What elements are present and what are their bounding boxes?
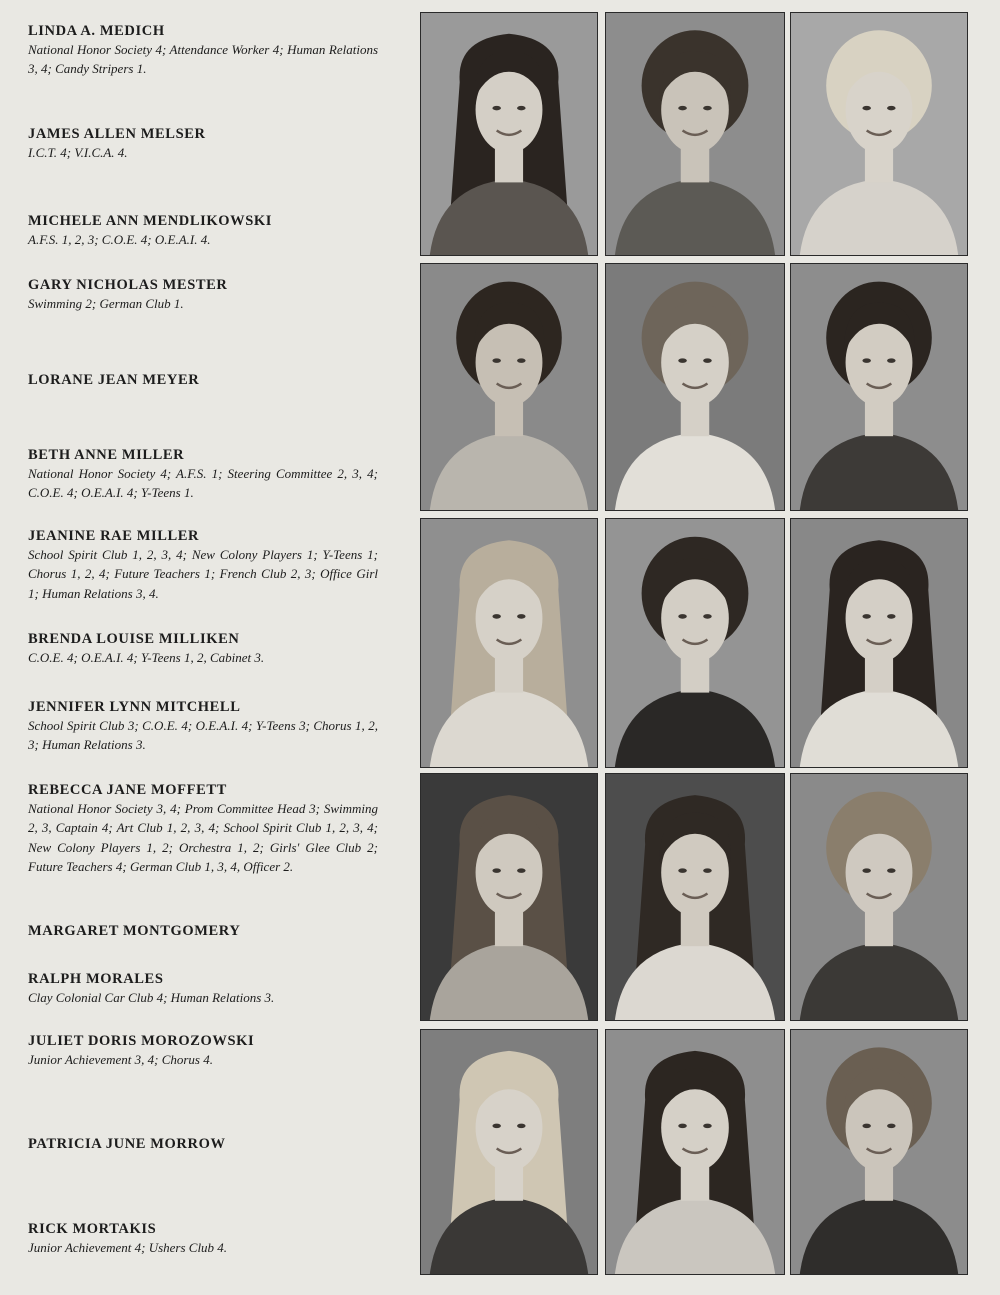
student-name: GARY NICHOLAS MESTER bbox=[28, 277, 228, 293]
portrait-girl-blonde-bob bbox=[790, 12, 968, 256]
student-entry bbox=[28, 125, 378, 162]
student-entry bbox=[28, 1220, 378, 1257]
student-entry bbox=[28, 922, 378, 940]
portrait-man-mustache-tie bbox=[605, 12, 785, 256]
student-activities: I.C.T. 4; V.I.C.A. 4. bbox=[28, 145, 128, 160]
student-name: MICHELE ANN MENDLIKOWSKI bbox=[28, 213, 273, 229]
student-activities: National Honor Society 3, 4; Prom Committee Head 3; Swimming 2, 3, Captain 4; Art Club 1, 2, 3, 4; School Spirit Club 1, 2, 3, 4; New Colony Players 1, 2; Orchestra 1, 2; Girls' Glee Club 2; Future Teachers 4; German Club 1, 3, 4, Officer 2. bbox=[28, 801, 378, 875]
student-entry bbox=[28, 781, 378, 877]
student-name: MARGARET MONTGOMERY bbox=[28, 923, 241, 939]
student-name: PATRICIA JUNE MORROW bbox=[28, 1136, 226, 1152]
student-activities: School Spirit Club 1, 2, 3, 4; New Colony Players 1; Y-Teens 1; Chorus 1, 2, 4; Future Teachers 1; French Club 2, 3; Office Girl 1; Human Relations 3, 4. bbox=[28, 547, 378, 601]
student-name: BETH ANNE MILLER bbox=[28, 447, 185, 463]
student-activities: National Honor Society 4; A.F.S. 1; Steering Committee 2, 3, 4; C.O.E. 4; O.E.A.I. 4; Y-Teens 1. bbox=[28, 466, 378, 501]
student-entry bbox=[28, 1135, 378, 1153]
portrait-girl-blonde-long-hair bbox=[420, 1029, 598, 1275]
student-name: JEANINE RAE MILLER bbox=[28, 528, 200, 544]
student-entry bbox=[28, 446, 378, 503]
student-name: BRENDA LOUISE MILLIKEN bbox=[28, 631, 240, 647]
portrait-girl-long-hair-looking-up bbox=[605, 773, 785, 1021]
student-name: RALPH MORALES bbox=[28, 971, 164, 987]
portrait-boy-glasses-striped-shirt bbox=[420, 263, 598, 511]
student-entry bbox=[28, 630, 378, 667]
student-name: JULIET DORIS MOROZOWSKI bbox=[28, 1033, 255, 1049]
student-entry bbox=[28, 527, 378, 603]
portrait-girl-light-long-hair bbox=[420, 518, 598, 768]
student-entry bbox=[28, 698, 378, 755]
student-name: LINDA A. MEDICH bbox=[28, 23, 165, 39]
portrait-girl-long-dark-hair bbox=[420, 12, 598, 256]
portrait-boy-suit-patterned-tie bbox=[790, 1029, 968, 1275]
portrait-girl-dark-hair-light-top bbox=[605, 1029, 785, 1275]
portrait-girl-dark-hair-dark-top bbox=[790, 263, 968, 511]
student-name: JENNIFER LYNN MITCHELL bbox=[28, 699, 241, 715]
student-activities: Clay Colonial Car Club 4; Human Relations 3. bbox=[28, 990, 275, 1005]
student-entry bbox=[28, 276, 378, 313]
student-activities: C.O.E. 4; O.E.A.I. 4; Y-Teens 1, 2, Cabinet 3. bbox=[28, 650, 265, 665]
student-entry bbox=[28, 212, 378, 249]
portrait-girl-long-hair-profile bbox=[420, 773, 598, 1021]
portrait-girl-curly-hair-white-collar bbox=[605, 263, 785, 511]
student-name: RICK MORTAKIS bbox=[28, 1221, 157, 1237]
student-activities: Junior Achievement 4; Ushers Club 4. bbox=[28, 1240, 228, 1255]
student-name: JAMES ALLEN MELSER bbox=[28, 126, 206, 142]
student-entry bbox=[28, 1032, 378, 1069]
student-activities: School Spirit Club 3; C.O.E. 4; O.E.A.I. 4; Y-Teens 3; Chorus 1, 2, 3; Human Relations 3. bbox=[28, 718, 378, 753]
student-name: LORANE JEAN MEYER bbox=[28, 372, 200, 388]
student-entry bbox=[28, 371, 378, 389]
portrait-girl-long-dark-hair-striped-collar bbox=[790, 518, 968, 768]
student-activities: National Honor Society 4; Attendance Worker 4; Human Relations 3, 4; Candy Stripers 1. bbox=[28, 42, 378, 77]
student-activities: A.F.S. 1, 2, 3; C.O.E. 4; O.E.A.I. 4. bbox=[28, 232, 211, 247]
student-entry bbox=[28, 970, 378, 1007]
student-entry bbox=[28, 22, 378, 79]
student-activities: Swimming 2; German Club 1. bbox=[28, 296, 184, 311]
portrait-girl-bob-dark-sweater bbox=[605, 518, 785, 768]
student-name: REBECCA JANE MOFFETT bbox=[28, 782, 227, 798]
student-activities: Junior Achievement 3, 4; Chorus 4. bbox=[28, 1052, 213, 1067]
portrait-boy-suit-tie bbox=[790, 773, 968, 1021]
